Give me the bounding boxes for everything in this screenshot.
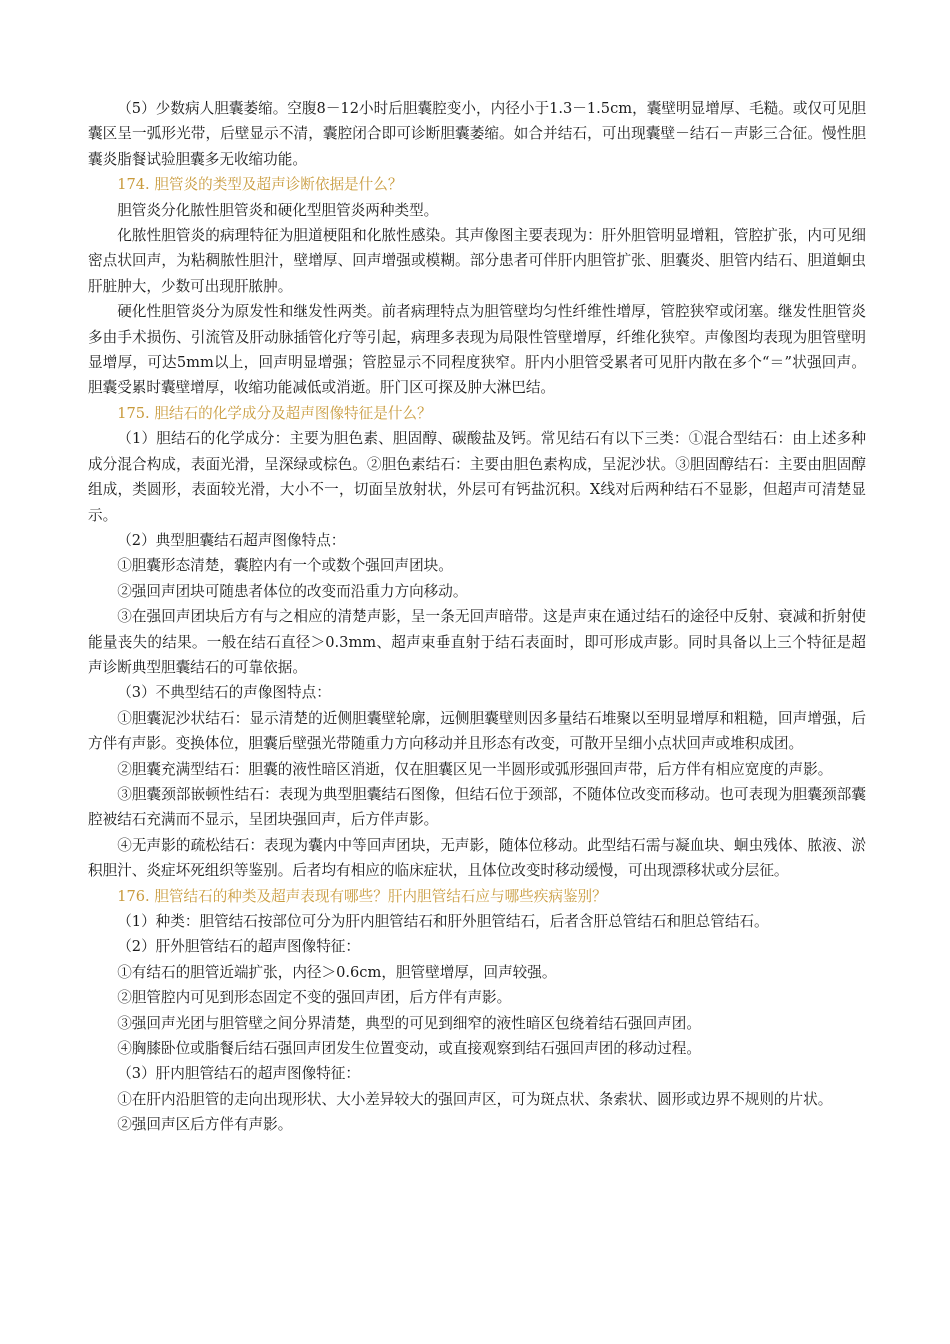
document-page bbox=[88, 96, 866, 1138]
paragraph-atypical-feature-2: ②胆囊充满型结石：胆囊的液性暗区消逝，仅在胆囊区见一半圆形或弧形强回声带，后方伴有相应宽度的声影。 bbox=[117, 760, 833, 778]
question-175-heading: 175. 胆结石的化学成分及超声图像特征是什么？ bbox=[117, 404, 432, 422]
paragraph-extrahepatic-feature-3: ③强回声光团与胆管壁之间分界清楚，典型的可见到细窄的液性暗区包绕着结石强回声团。 bbox=[117, 1014, 701, 1032]
question-176-heading: 176. 胆管结石的种类及超声表现有哪些？肝内胆管结石应与哪些疾病鉴别？ bbox=[117, 887, 607, 905]
paragraph-intrahepatic-feature-1: ①在肝内沿胆管的走向出现形状、大小差异较大的强回声区，可为斑点状、条索状、圆形或边界不规则的片状。 bbox=[117, 1090, 833, 1108]
paragraph-bile-duct-stone-types: （1）种类：胆管结石按部位可分为肝内胆管结石和肝外胆管结石，后者含肝总管结石和胆总管结石。 bbox=[117, 913, 769, 930]
paragraph-atypical-feature-4: ④无声影的疏松结石：表现为囊内中等回声团块，无声影，随体位移动。此型结石需与凝血块、蛔虫残体、脓液、淤积胆汁、炎症坏死组织等鉴别。后者均有相应的临床症状，且体位改变时移动缓慢，可出现漂移状或分层征。 bbox=[88, 836, 866, 880]
paragraph-extrahepatic-heading: （2）肝外胆管结石的超声图像特征： bbox=[117, 938, 360, 956]
paragraph-intrahepatic-heading: （3）肝内胆管结石的超声图像特征： bbox=[117, 1065, 360, 1083]
paragraph-typical-feature-3: ③在强回声团块后方有与之相应的清楚声影，呈一条无回声暗带。这是声束在通过结石的途径中反射、衰减和折射使能量丧失的结果。一般在结石直径＞0.3mm、超声束垂直射于结石表面时，即可形成声影。同时具备以上三个特征是超声诊断典型胆囊结石的可靠依据。 bbox=[88, 608, 866, 676]
paragraph-atypical-feature-1: ①胆囊泥沙状结石：显示清楚的近侧胆囊壁轮廓，远侧胆囊壁则因多量结石堆聚以至明显增厚和粗糙，回声增强，后方伴有声影。变换体位，胆囊后壁强光带随重力方向移动并且形态有改变，可散开呈细小点状回声或堆积成团。 bbox=[88, 709, 866, 753]
paragraph-typical-stone-heading: （2）典型胆囊结石超声图像特点： bbox=[117, 531, 346, 549]
paragraph-extrahepatic-feature-2: ②胆管腔内可见到形态固定不变的强回声团，后方伴有声影。 bbox=[117, 989, 512, 1007]
paragraph-sclerosing-cholangitis: 硬化性胆管炎分为原发性和继发性两类。前者病理特点为胆管壁均匀性纤维性增厚，管腔狭窄或闭塞。继发性胆管炎多由手术损伤、引流管及肝动脉插管化疗等引起，病理多表现为局限性管壁增厚，纤维化狭窄。声像图均表现为胆管壁明显增厚，可达5mm以上，回声明显增强；管腔显示不同程度狭窄。肝内小胆管受累者可见肝内散在多个“＝”状强回声。胆囊受累时囊壁增厚，收缩功能减低或消逝。肝门区可探及肿大淋巴结。 bbox=[88, 303, 866, 397]
paragraph-suppurative-cholangitis: 化脓性胆管炎的病理特征为胆道梗阻和化脓性感染。其声像图主要表现为：肝外胆管明显增粗，管腔扩张，内可见细密点状回声，为粘稠脓性胆汁，壁增厚、回声增强或模糊。部分患者可伴肝内胆管扩张、胆囊炎、胆管内结石、胆道蛔虫肝脏肿大，少数可出现肝脓肿。 bbox=[88, 227, 866, 295]
paragraph-typical-feature-2: ②强回声团块可随患者体位的改变而沿重力方向移动。 bbox=[117, 582, 468, 600]
paragraph-atypical-feature-3: ③胆囊颈部嵌顿性结石：表现为典型胆囊结石图像，但结石位于颈部，不随体位改变而移动。也可表现为胆囊颈部囊腔被结石充满而不显示，呈团块强回声，后方伴声影。 bbox=[88, 785, 866, 829]
paragraph-extrahepatic-feature-4: ④胸膝卧位或脂餐后结石强回声团发生位置变动，或直接观察到结石强回声团的移动过程。 bbox=[117, 1040, 701, 1058]
paragraph-intrahepatic-feature-2: ②强回声区后方伴有声影。 bbox=[117, 1116, 293, 1134]
paragraph-atypical-stone-heading: （3）不典型结石的声像图特点： bbox=[117, 684, 331, 702]
paragraph-stone-composition: （1）胆结石的化学成分：主要为胆色素、胆固醇、碳酸盐及钙。常见结石有以下三类：①混合型结石：由上述多种成分混合构成，表面光滑，呈深绿或棕色。②胆色素结石：主要由胆色素构成，呈泥沙状。③胆固醇结石：主要由胆固醇组成，类圆形，表面较光滑，大小不一，切面呈放射状，外层可有钙盐沉积。X线对后两种结石不显影，但超声可清楚显示。 bbox=[88, 430, 866, 524]
paragraph-cholangitis-types: 胆管炎分化脓性胆管炎和硬化型胆管炎两种类型。 bbox=[117, 201, 439, 219]
paragraph-extrahepatic-feature-1: ①有结石的胆管近端扩张，内径＞0.6cm，胆管壁增厚，回声较强。 bbox=[117, 963, 557, 981]
paragraph-typical-feature-1: ①胆囊形态清楚，囊腔内有一个或数个强回声团块。 bbox=[117, 557, 453, 575]
paragraph-gallbladder-atrophy: （5）少数病人胆囊萎缩。空腹8－12小时后胆囊腔变小，内径小于1.3－1.5cm，囊壁明显增厚、毛糙。或仅可见胆囊区呈一弧形光带，后壁显示不清，囊腔闭合即可诊断胆囊萎缩。如合并结石，可出现囊壁－结石－声影三合征。慢性胆囊炎脂餐试验胆囊多无收缩功能。 bbox=[88, 100, 866, 168]
question-174-heading: 174. 胆管炎的类型及超声诊断依据是什么？ bbox=[117, 176, 403, 194]
